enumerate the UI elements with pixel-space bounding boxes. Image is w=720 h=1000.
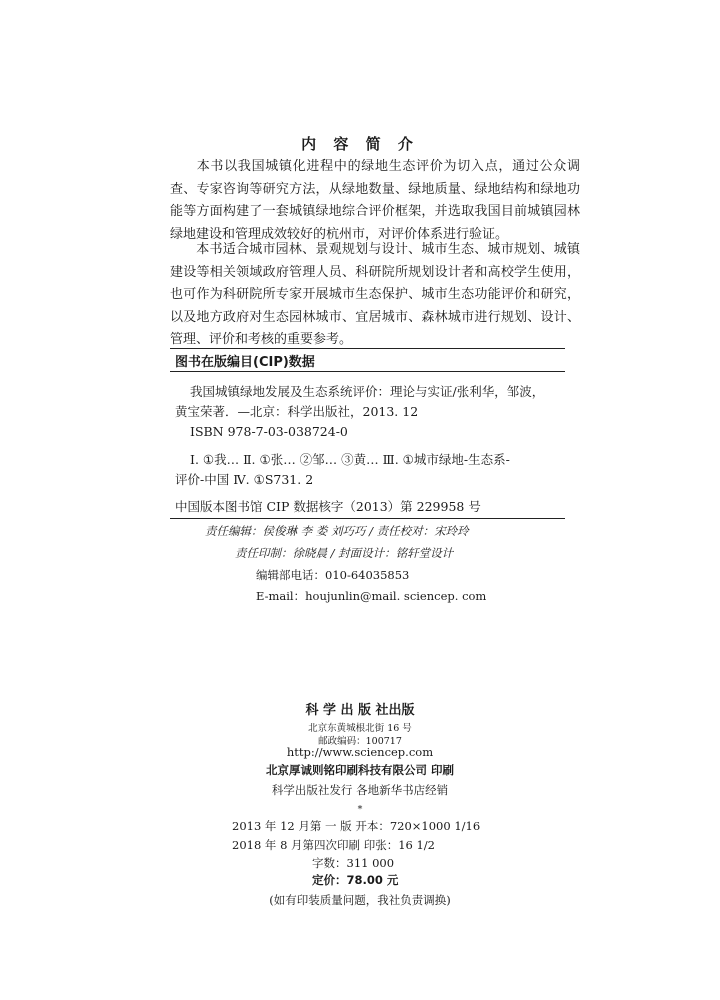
summary-paragraph-2-text: 本书适合城市园林、景观规划与设计、城市生态、城市规划、城镇建设等相关领域政府管理人员、科研院所规划设计者和高校学生使用，也可作为科研院所专家开展城市生态保护、城市生态功能评价和研究，以及地方政府对生态园林城市、宜居城市、森林城市进行规划、设计、管理、评价和考核的重要参考。 [170,242,580,347]
price: 定价：78.00 元 [312,873,399,887]
divider-bottom [170,518,565,519]
summary-paragraph-2 [170,239,580,352]
cip-heading: 图书在版编目(CIP)数据 [175,355,315,370]
cip-class-2: 评价-中国 Ⅳ. ①S731. 2 [175,472,314,487]
publisher-postcode: 邮政编码：100717 [318,736,402,747]
publisher-url: http://www.sciencep.com [286,745,434,759]
publisher-address: 北京东黄城根北街 16 号 [308,723,412,734]
credits-email: E-mail：houjunlin@mail. sciencep. com [256,589,487,603]
divider-top [170,348,565,349]
credits-print: 责任印制：徐晓晨 / 封面设计：铭轩堂设计 [235,546,454,560]
printer-name: 北京厚诚则铭印刷科技有限公司 印刷 [265,763,454,777]
cip-isbn: ISBN 978-7-03-038724-0 [190,424,348,439]
cip-line-1: 我国城镇绿地发展及生态系统评价：理论与实证/张利华，邹波， [190,384,545,399]
summary-paragraph-1 [170,156,580,246]
cip-check-number: 中国版本图书馆 CIP 数据核字（2013）第 229958 号 [175,499,481,514]
summary-paragraph-1-text: 本书以我国城镇化进程中的绿地生态评价为切入点，通过公众调查、专家咨询等研究方法，从绿地数量、绿地质量、绿地结构和绿地功能等方面构建了一套城镇绿地综合评价框架，并选取我国目前城镇园林绿地建设和管理成效较好的杭州市，对评价体系进行验证。 [170,159,580,242]
publisher-name: 科 学 出 版 社出版 [305,703,415,718]
cip-class-1: Ⅰ. ①我… Ⅱ. ①张… ②邹… ③黄… Ⅲ. ①城市绿地-生态系- [190,452,510,467]
word-count: 字数：311 000 [312,856,395,870]
divider-cip [170,371,565,372]
summary-title: 内 容 简 介 [301,135,419,153]
quality-notice: (如有印装质量问题，我社负责调换) [269,893,451,907]
cip-line-2: 黄宝荣著．—北京：科学出版社，2013. 12 [175,404,419,419]
edition-line-2: 2018 年 8 月第四次印刷 印张：16 1/2 [232,838,436,852]
separator-star: * [357,804,363,815]
distribution-line: 科学出版社发行 各地新华书店经销 [271,783,449,797]
credits-phone: 编辑部电话：010-64035853 [256,568,410,582]
credits-editors: 责任编辑：侯俊琳 李 娄 刘巧巧 / 责任校对：宋玲玲 [205,524,469,538]
edition-line-1: 2013 年 12 月第 一 版 开本：720×1000 1/16 [232,819,481,833]
